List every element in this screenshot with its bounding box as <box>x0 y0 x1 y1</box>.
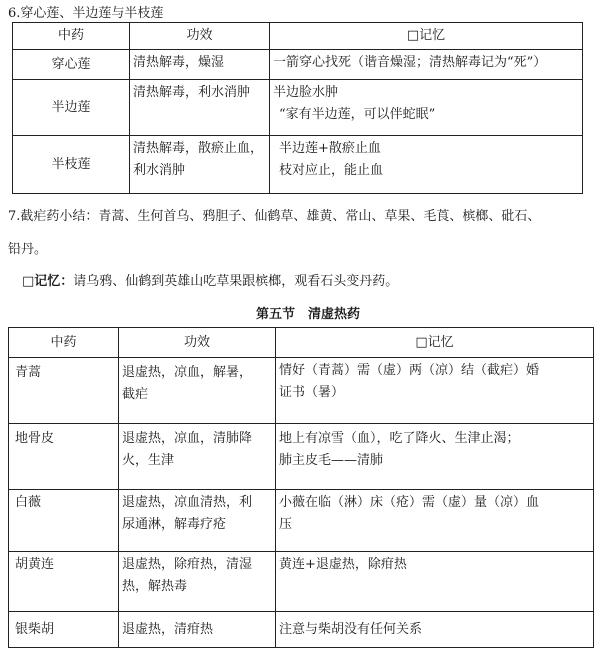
header-memo: □记忆 <box>276 328 594 358</box>
table-row <box>9 358 594 424</box>
herb-name: 白薇 <box>9 490 119 552</box>
herb-memo: 黄连+退虚热，除疳热 <box>276 552 594 612</box>
table-row <box>13 80 583 136</box>
table-section5 <box>8 327 594 648</box>
table-row <box>9 552 594 612</box>
herb-effect: 清热解毒，燥湿 <box>130 50 270 80</box>
herb-memo: 小薇在临（淋）床（疮）需（虚）量（凉）血 压 <box>276 490 594 552</box>
table-row <box>13 50 583 80</box>
herb-name: 半边莲 <box>13 80 130 136</box>
herb-memo: 地上有凉雪（血），吃了降火、生津止渴； 肺主皮毛——清肺 <box>276 424 594 490</box>
header-effect: 功效 <box>130 23 270 50</box>
herb-name: 半枝莲 <box>13 136 130 194</box>
herb-effect: 退虚热，清疳热 <box>119 612 276 648</box>
table-row <box>13 136 583 194</box>
section7-memo <box>22 270 398 289</box>
herb-name: 银柴胡 <box>9 612 119 648</box>
section6-heading: 6.穿心莲、半边莲与半枝莲 <box>8 6 164 21</box>
table-row <box>9 490 594 552</box>
herb-memo: 一箭穿心找死（谐音燥湿；清热解毒记为“死”） <box>270 50 583 80</box>
herb-effect: 清热解毒，散瘀止血， 利水消肿 <box>130 136 270 194</box>
section7-summary-line1: 7.截疟药小结：青蒿、生何首乌、鸦胆子、仙鹤草、雄黄、常山、草果、毛莨、槟榔、砒石、 <box>8 209 541 224</box>
herb-name: 穿心莲 <box>13 50 130 80</box>
herb-memo: 情好（青蒿）需（虚）两（凉）结（截疟）婚 证书（暑） <box>276 358 594 424</box>
header-herb: 中药 <box>13 23 130 50</box>
header-memo: □记忆 <box>270 23 583 50</box>
herb-effect: 退虚热，凉血清热，利 尿通淋，解毒疗疮 <box>119 490 276 552</box>
herb-effect: 清热解毒，利水消肿 <box>130 80 270 136</box>
header-herb: 中药 <box>9 328 119 358</box>
herb-name: 胡黄连 <box>9 552 119 612</box>
table-row <box>9 424 594 490</box>
memo-text: 请乌鸦、仙鹤到英雄山吃草果跟槟榔，观看石头变丹药。 <box>73 274 399 289</box>
herb-memo: 半边莲+散瘀止血 枝对应止，能止血 <box>270 136 583 194</box>
section5-title: 第五节 清虚热药 <box>255 307 360 322</box>
herb-effect: 退虚热，凉血，清肺降 火，生津 <box>119 424 276 490</box>
table-row <box>9 612 594 648</box>
herb-name: 青蒿 <box>9 358 119 424</box>
table-section6 <box>12 22 583 194</box>
memo-label: □记忆： <box>22 274 74 289</box>
herb-effect: 退虚热，除疳热，清湿 热，解热毒 <box>119 552 276 612</box>
herb-effect: 退虚热，凉血，解暑， 截疟 <box>119 358 276 424</box>
section7-summary-line2: 铅丹。 <box>8 242 48 257</box>
herb-memo: 注意与柴胡没有任何关系 <box>276 612 594 648</box>
herb-memo: 半边脸水肿 “家有半边莲，可以伴蛇眠” <box>270 80 583 136</box>
herb-name: 地骨皮 <box>9 424 119 490</box>
header-effect: 功效 <box>119 328 276 358</box>
